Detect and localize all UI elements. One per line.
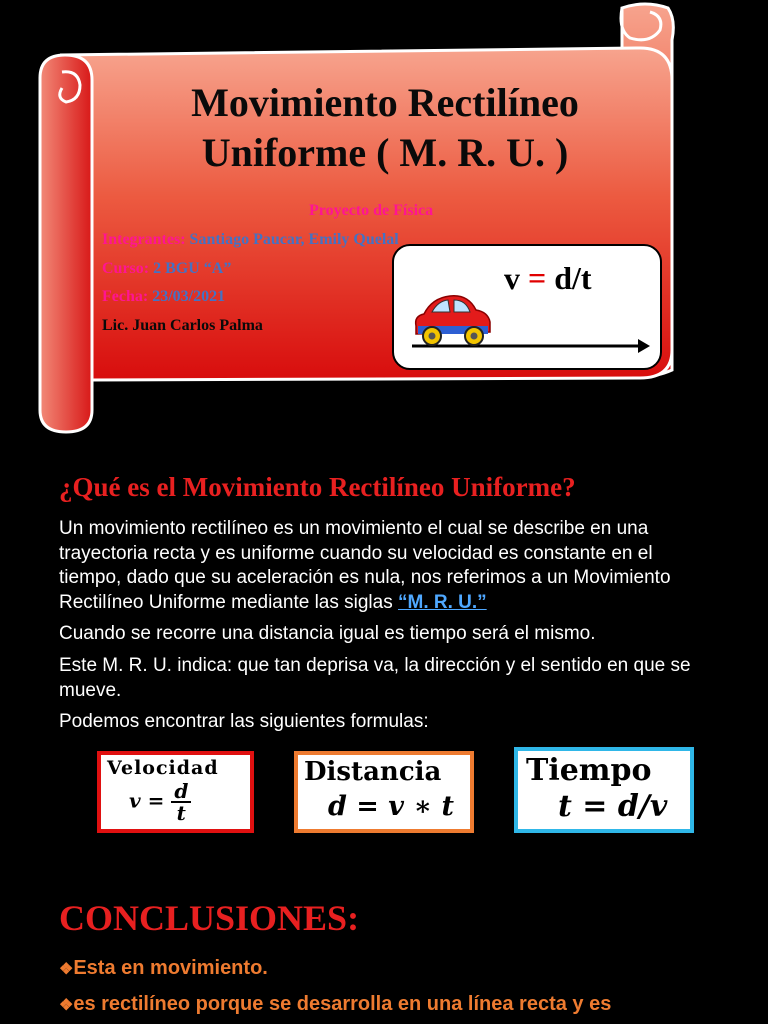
car-icon [410,288,650,358]
distance-label: Distancia [304,757,442,787]
bullet-icon: ❖ [59,997,74,1014]
teacher-name: Lic. Juan Carlos Palma [102,317,263,334]
velocity-formula-box [392,244,662,370]
distance-card [294,751,474,833]
course-row [102,260,231,278]
time-card [514,747,694,833]
definition-text: Un movimiento rectilíneo es un movimiento el cual se describe en una trayectoria recta y es uniforme cuando su velocidad es constante en el tiempo, dado que su aceleración es nula, nos referimos a un Movimiento Rectilíneo Uniforme mediante las siglas [59,518,671,613]
mru-link[interactable]: “M. R. U.” [398,591,487,613]
paragraph-definition [59,517,719,615]
time-label: Tiempo [526,753,652,788]
distance-formula: d = v ∗ t [328,791,454,822]
velocity-label: Velocidad [107,757,219,779]
conclusion-item-2 [59,991,739,1019]
velocity-formula-card [129,781,191,823]
bullet-icon: ❖ [59,961,74,978]
page-title [100,78,670,178]
date-row [102,288,225,306]
conclusion-text-2: es rectilíneo porque se desarrolla en una línea recta y es [73,993,612,1015]
conclusions-heading: CONCLUSIONES: [59,898,360,938]
paragraph-indicates: Este M. R. U. indica: que tan deprisa va, la dirección y el sentido en que se mueve. [59,655,691,701]
conclusion-item-1 [59,955,739,983]
time-formula: t = d/v [558,789,668,824]
members-label: Integrantes: [102,231,186,248]
velocity-card [97,751,254,833]
velocity-fraction [171,781,191,823]
title-line-2: Uniforme ( M. R. U. ) [201,130,569,175]
formula-equals: = [528,260,547,296]
velocity-numerator: d [171,781,191,803]
formula-rhs: d/t [554,260,592,296]
section-heading: ¿Qué es el Movimiento Rectilíneo Uniforme? [59,472,576,502]
paragraph-formulas-intro: Podemos encontrar las siguientes formulas: [59,711,429,732]
course-label: Curso: [102,260,150,277]
velocity-denominator: t [176,801,186,825]
paragraph-distance: Cuando se recorre una distancia igual es tiempo será el mismo. [59,623,596,644]
course-value: 2 BGU “A” [153,260,232,277]
velocity-lhs: v = [129,788,165,813]
members-value: Santiago Paucar, Emily Quelal [189,231,399,248]
title-line-1: Movimiento Rectilíneo [191,80,579,125]
date-label: Fecha: [102,288,149,305]
members-row [102,231,399,249]
date-value: 23/03/2021 [152,288,226,305]
conclusion-text-1: Esta en movimiento. [73,957,268,979]
scroll-banner [0,0,768,440]
project-label: Proyecto de Física [309,202,434,219]
formula-v: v [504,260,520,296]
